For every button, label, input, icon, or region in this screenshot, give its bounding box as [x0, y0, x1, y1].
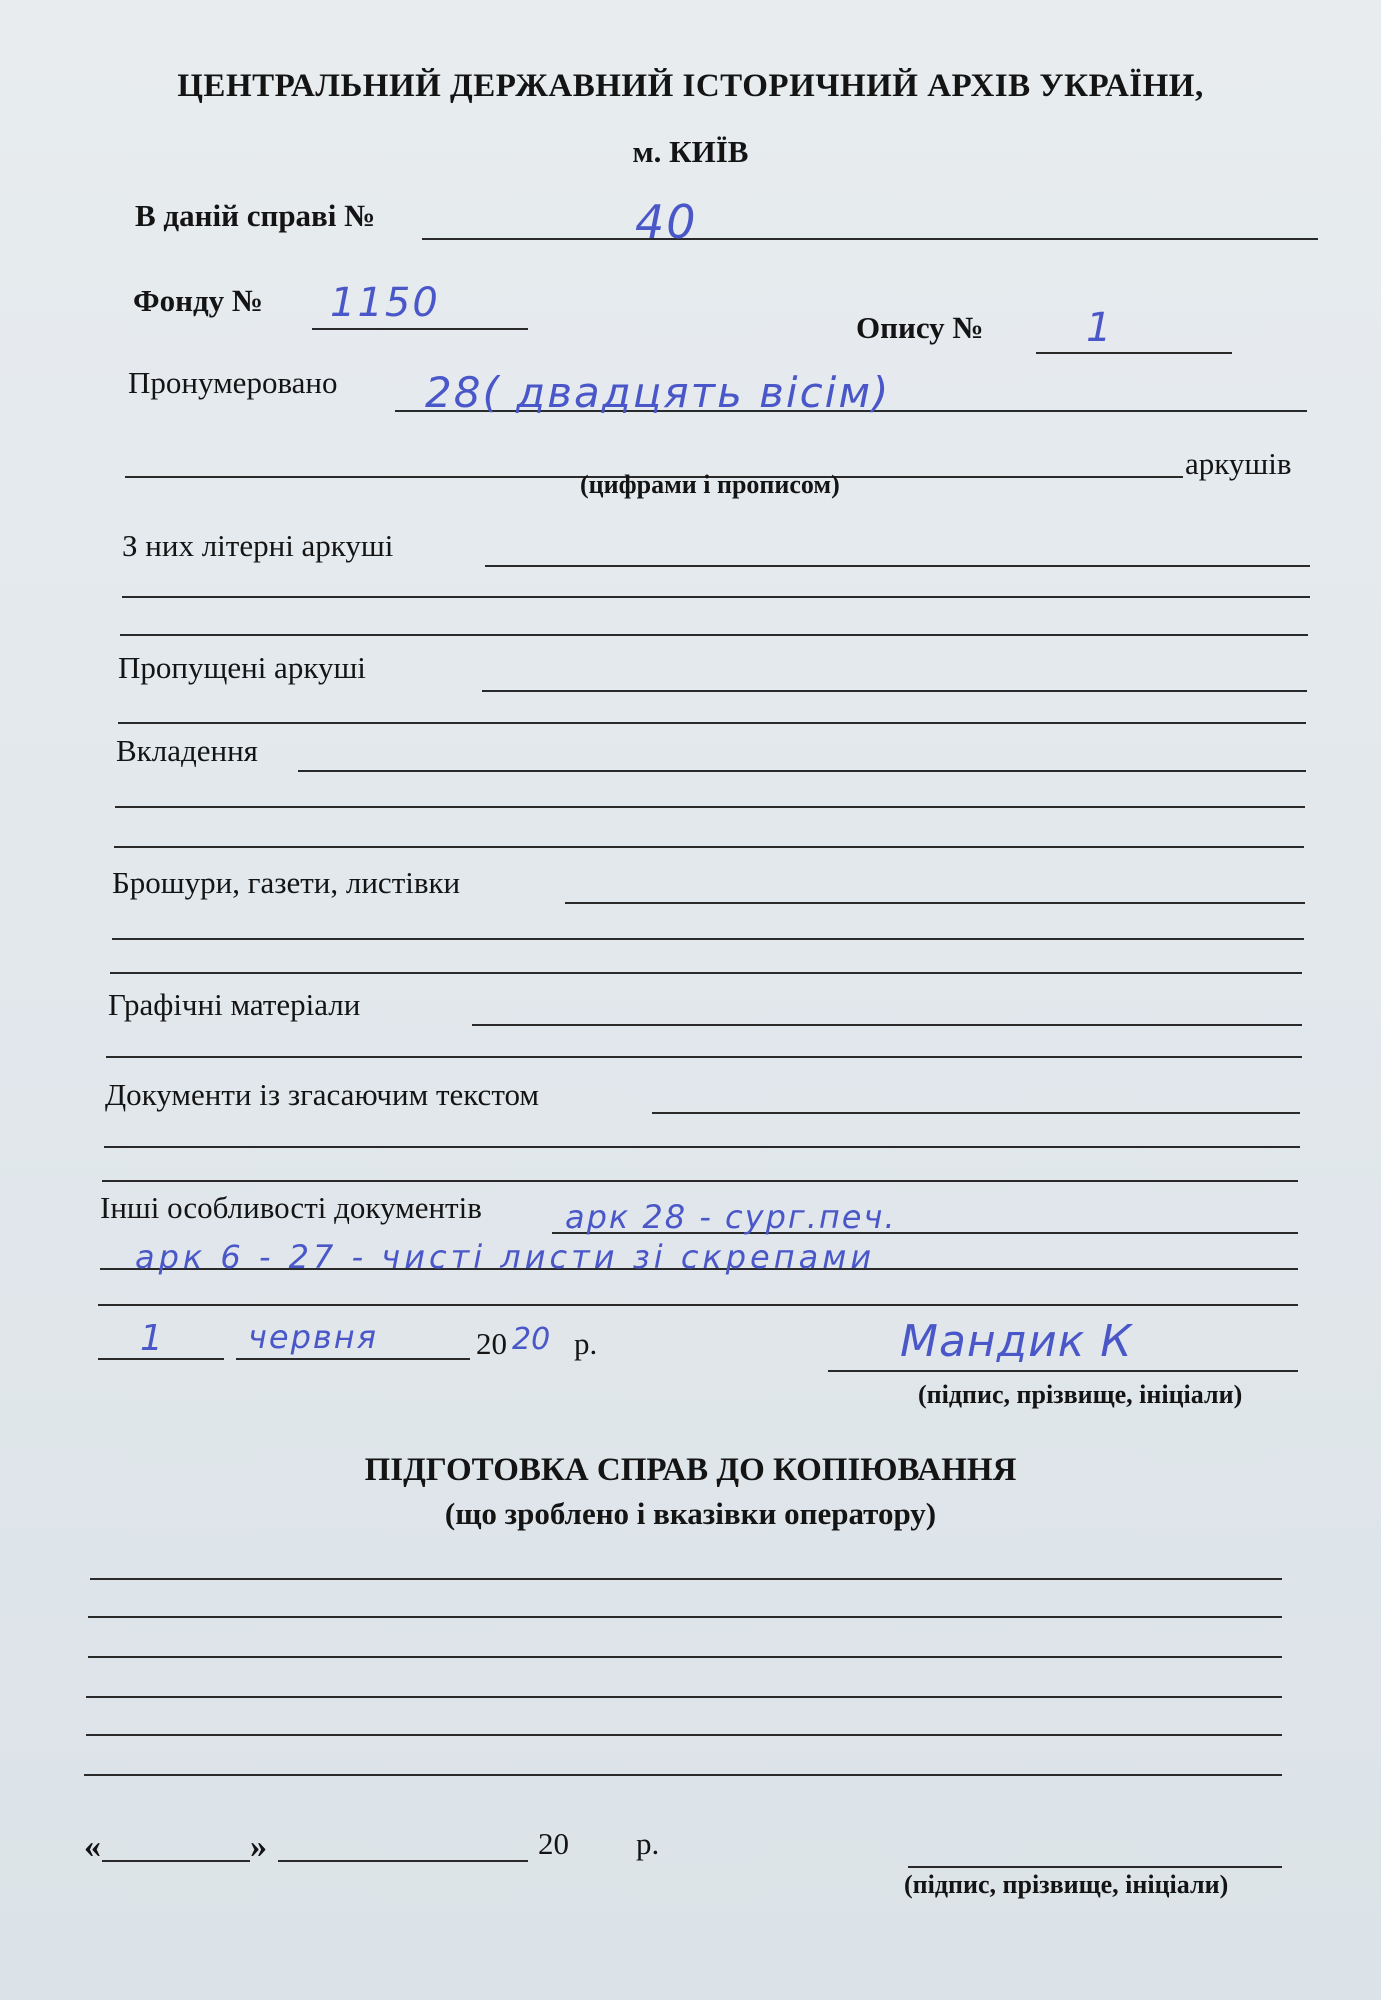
case-number-line — [422, 238, 1318, 240]
archive-city: м. КИЇВ — [632, 134, 749, 169]
signature-hint: (підпис, прізвище, ініціали) — [918, 1380, 1243, 1409]
attachments-line-1 — [298, 770, 1306, 772]
opys-value: 1 — [1086, 305, 1114, 351]
missing-sheets-line-1 — [482, 690, 1307, 692]
graphics-line-1 — [472, 1024, 1302, 1026]
prep-date-year: 20 — [538, 1826, 569, 1861]
prep-signature-hint: (підпис, прізвище, ініціали) — [904, 1870, 1229, 1899]
case-number-label: В даній справі № — [135, 198, 376, 233]
opys-label: Опису № — [856, 310, 984, 345]
brochures-label: Брошури, газети, листівки — [112, 865, 461, 900]
date-year-suffix: р. — [574, 1326, 598, 1361]
date-month-value: червня — [248, 1318, 378, 1356]
prep-line-4 — [86, 1696, 1282, 1698]
fond-value: 1150 — [330, 280, 440, 326]
prep-subtitle: (що зроблено і вказівки оператору) — [444, 1496, 937, 1531]
archive-title: ЦЕНТРАЛЬНИЙ ДЕРЖАВНИЙ ІСТОРИЧНИЙ АРХІВ УКРАЇНИ, — [177, 68, 1204, 104]
sheets-word: аркушів — [1185, 446, 1292, 481]
date-year-prefix: 20 — [476, 1326, 507, 1361]
opys-line — [1036, 352, 1232, 354]
fading-text-line-3 — [102, 1180, 1298, 1182]
prep-date-close-quote: » — [250, 1828, 267, 1865]
other-features-line-3 — [98, 1304, 1298, 1306]
letter-sheets-line-3 — [120, 634, 1308, 636]
brochures-line-3 — [110, 972, 1302, 974]
signature-handwritten: Мандик К — [900, 1316, 1133, 1367]
graphics-label: Графічні матеріали — [108, 987, 361, 1022]
prep-line-5 — [86, 1734, 1282, 1736]
numbered-hint: (цифрами і прописом) — [580, 470, 840, 499]
date-year-hand: 20 — [512, 1322, 551, 1357]
letter-sheets-line-2 — [122, 596, 1310, 598]
brochures-line-2 — [112, 938, 1304, 940]
prep-date-month-line — [278, 1860, 528, 1862]
letter-sheets-label: З них літерні аркуші — [122, 528, 394, 563]
attachments-label: Вкладення — [116, 733, 258, 768]
prep-line-6 — [84, 1774, 1282, 1776]
prep-date-day-line — [102, 1860, 250, 1862]
numbered-value: 28( двадцять вісім) — [425, 368, 891, 417]
letter-sheets-line-1 — [485, 565, 1310, 567]
fading-text-label: Документи із згасаючим текстом — [105, 1077, 539, 1112]
date-day-value: 1 — [140, 1318, 165, 1359]
signature-line — [828, 1370, 1298, 1372]
missing-sheets-line-2 — [118, 722, 1306, 724]
prep-date-open-quote: « — [84, 1828, 101, 1865]
numbered-label: Пронумеровано — [128, 365, 338, 400]
case-number-value: 40 — [635, 195, 698, 249]
fond-label: Фонду № — [133, 283, 264, 318]
brochures-line-1 — [565, 902, 1305, 904]
other-features-label: Інші особливості документів — [100, 1190, 482, 1225]
prep-line-2 — [88, 1616, 1282, 1618]
other-features-value-1: арк 28 - сург.печ. — [565, 1198, 897, 1236]
fading-text-line-1 — [652, 1112, 1300, 1114]
prep-signature-line — [908, 1866, 1282, 1868]
graphics-line-2 — [106, 1056, 1302, 1058]
other-features-value-2: арк 6 - 27 - чисті листи зі скрепами — [135, 1238, 876, 1276]
prep-title: ПІДГОТОВКА СПРАВ ДО КОПІЮВАННЯ — [364, 1452, 1017, 1488]
date-month-line — [236, 1358, 470, 1360]
prep-line-1 — [90, 1578, 1282, 1580]
prep-date-suffix: р. — [636, 1826, 660, 1861]
attachments-line-2 — [115, 806, 1305, 808]
attachments-line-3 — [114, 846, 1304, 848]
fading-text-line-2 — [104, 1146, 1300, 1148]
missing-sheets-label: Пропущені аркуші — [118, 650, 366, 685]
fond-line — [312, 328, 528, 330]
prep-line-3 — [88, 1656, 1282, 1658]
